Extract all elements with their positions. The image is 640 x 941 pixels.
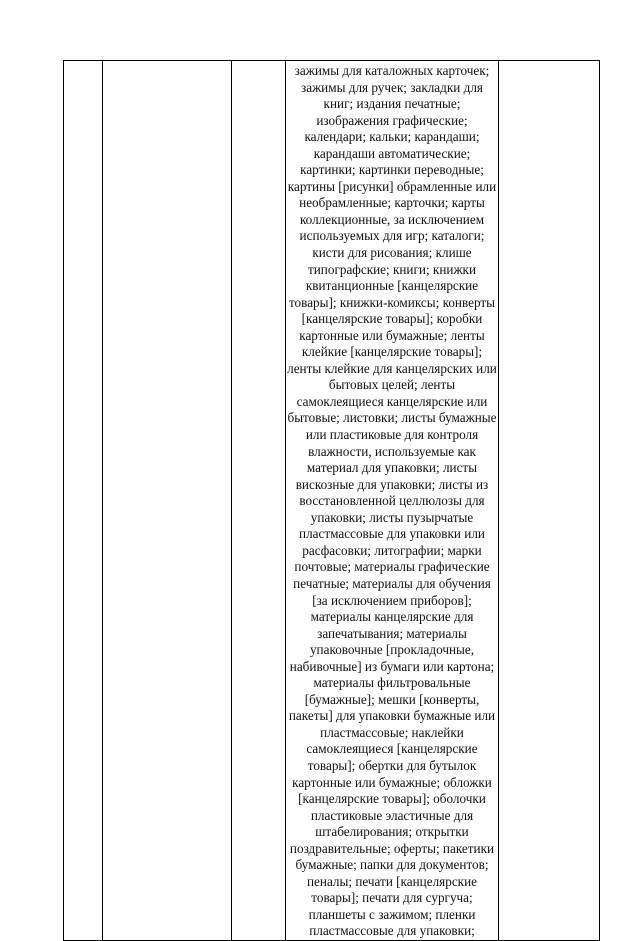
goods-line: пластиковые эластичные для: [310, 807, 474, 823]
goods-line: материалы канцелярские для: [310, 609, 474, 625]
goods-line: пластмассовые для упаковки или: [299, 526, 485, 542]
goods-line: расфасовки; литографии; марки: [302, 542, 482, 558]
goods-line: кисти для рисования; клише: [312, 245, 472, 261]
goods-line: упаковки; листы пузырчатые: [310, 509, 474, 525]
goods-line: [бумажные]; мешки [конверты,: [304, 691, 480, 707]
goods-list-cell: [286, 61, 499, 941]
goods-line: штабелирования; открытки: [315, 824, 469, 840]
goods-line: планшеты с зажимом; пленки: [308, 906, 476, 922]
number-cell: [64, 61, 103, 941]
goods-line: ленты клейкие для канцелярских или: [287, 360, 497, 376]
goods-line: типографские; книги; книжки: [307, 261, 477, 277]
goods-line: [канцелярские товары]; оболочки: [298, 791, 486, 807]
goods-line: материалы фильтровальные: [313, 675, 471, 691]
goods-line: товары]; книжки-комиксы; конверты: [288, 294, 496, 310]
goods-line: пластмассовые для упаковки;: [309, 923, 475, 939]
goods-line: зажимы для ручек; закладки для: [301, 79, 483, 95]
goods-line: календари; кальки; карандаши;: [304, 129, 480, 145]
goods-line: влажности, используемые как: [308, 443, 476, 459]
notes-cell: [499, 61, 600, 941]
table-row: [64, 61, 600, 941]
goods-line: зажимы для каталожных карточек;: [294, 63, 490, 78]
class-cell: [232, 61, 286, 941]
goods-line: коллекционные, за исключением: [299, 211, 485, 227]
goods-line: картонные или бумажные; обложки: [292, 774, 492, 790]
goods-line: товары]; обертки для бутылок: [307, 757, 477, 773]
goods-line: [канцелярские товары]; коробки: [301, 311, 483, 327]
goods-line: клейкие [канцелярские товары];: [301, 344, 483, 360]
goods-line: восстановленной целлюлозы для: [299, 493, 485, 509]
goods-line: книг; издания печатные;: [323, 96, 461, 112]
goods-line: самоклеящиеся [канцелярские: [306, 741, 478, 757]
goods-line: запечатывания; материалы: [317, 625, 467, 641]
goods-list-text: [286, 63, 498, 940]
goods-line: [за исключением приборов];: [312, 592, 472, 608]
goods-line: самоклеящиеся канцелярские или: [296, 393, 488, 409]
goods-line: пакеты] для упаковки бумажные или: [288, 708, 496, 724]
goods-line: картины [рисунки] обрамленные или: [287, 178, 497, 194]
goods-line: бытовые; листовки; листы бумажные: [287, 410, 497, 426]
goods-line: материал для упаковки; листы: [306, 460, 478, 476]
goods-line: вискозные для упаковки; листы из: [295, 476, 489, 492]
goods-line: используемых для игр; каталоги;: [299, 228, 485, 244]
goods-line: изображения графические;: [316, 112, 468, 128]
goods-line: квитанционные [канцелярские: [305, 278, 479, 294]
goods-line: поздравительные; оферты; пакетики: [289, 840, 495, 856]
goods-line: пластмассовые; наклейки: [320, 724, 464, 740]
goods-line: картонные или бумажные; ленты: [299, 327, 485, 343]
goods-line: набивочные] из бумаги или картона;: [289, 658, 495, 674]
applicant-cell: [103, 61, 232, 941]
goods-line: или пластиковые для контроля: [305, 427, 479, 443]
goods-line: печатные; материалы для обучения: [293, 575, 491, 591]
goods-line: упаковочные [прокладочные,: [309, 642, 475, 658]
goods-line: пеналы; печати [канцелярские: [306, 873, 477, 889]
goods-line: карандаши автоматические;: [313, 145, 471, 161]
goods-line: бумажные; папки для документов;: [295, 857, 489, 873]
goods-line: бытовых целей; ленты: [328, 377, 456, 393]
goods-line: товары]; печати для сургуча;: [311, 890, 473, 906]
goods-line: необрамленные; карточки; карты: [299, 195, 485, 211]
goods-line: картинки; картинки переводные;: [300, 162, 484, 178]
goods-table: [63, 60, 600, 941]
goods-line: почтовые; материалы графические: [294, 559, 490, 575]
